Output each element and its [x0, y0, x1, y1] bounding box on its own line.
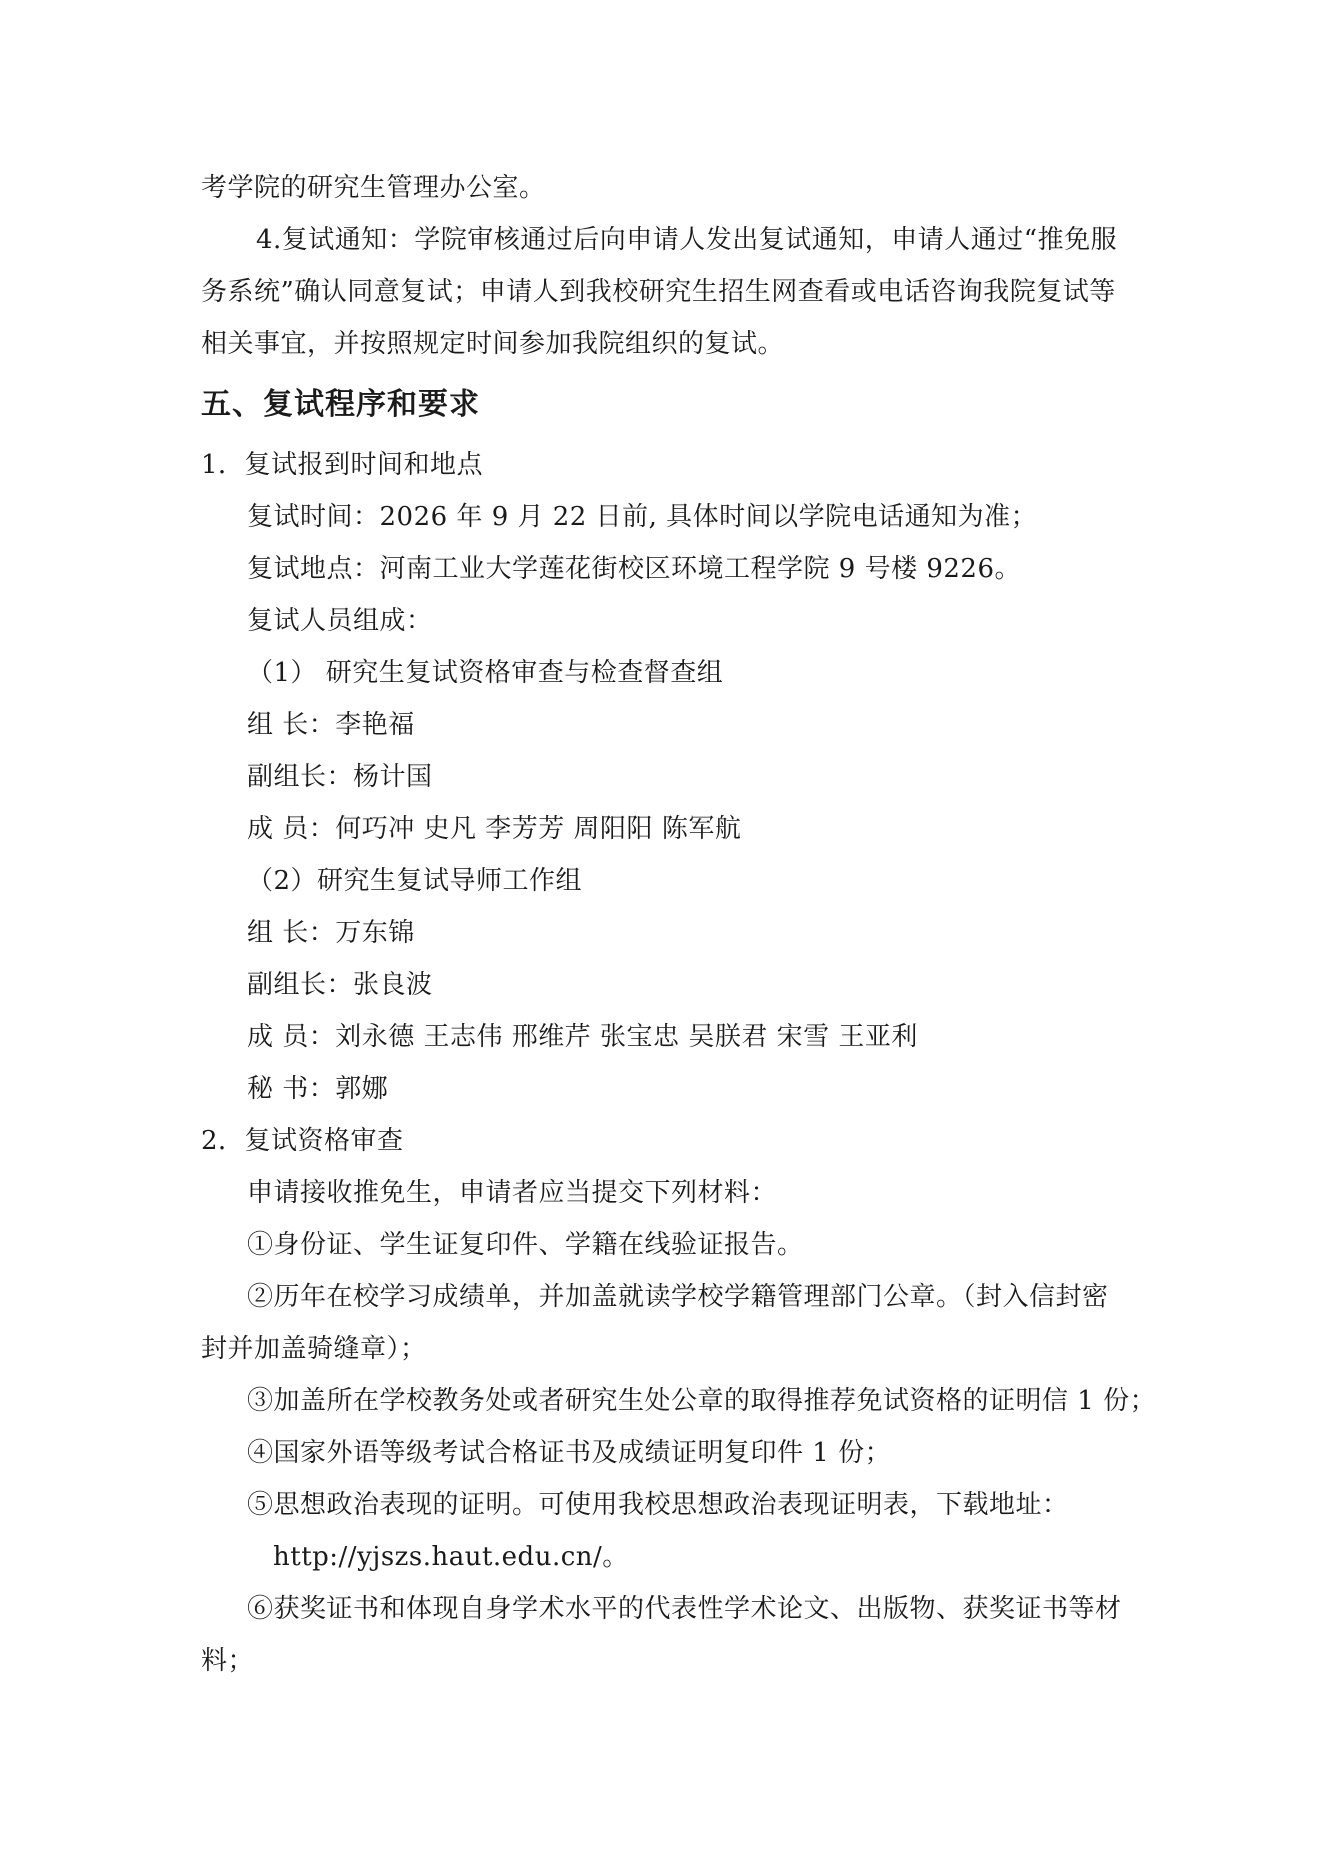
material-4: ④国家外语等级考试合格证书及成绩证明复印件 1 份； — [247, 1438, 892, 1468]
notice-paragraph-line-3: 相关事宜，并按照规定时间参加我院组织的复试。 — [201, 329, 785, 359]
staff-intro: 复试人员组成： — [247, 606, 433, 636]
group-1-members: 成 员：何巧冲 史凡 李芳芳 周阳阳 陈军航 — [247, 814, 742, 844]
retest-time: 复试时间：2026 年 9 月 22 日前, 具体时间以学院电话通知为准； — [247, 502, 1038, 532]
group-2-title: （2）研究生复试导师工作组 — [247, 866, 583, 896]
group-2-leader: 组 长：万东锦 — [247, 918, 415, 948]
section-heading: 五、复试程序和要求 — [201, 387, 480, 422]
item-2-title: 2．复试资格审查 — [201, 1126, 404, 1156]
material-6-line-1: ⑥获奖证书和体现自身学术水平的代表性学术论文、出版物、获奖证书等材 — [247, 1594, 1122, 1624]
material-5: ⑤思想政治表现的证明。可使用我校思想政治表现证明表，下载地址： — [247, 1490, 1069, 1520]
material-1: ①身份证、学生证复印件、学籍在线验证报告。 — [247, 1230, 804, 1260]
material-2-line-2: 封并加盖骑缝章）； — [201, 1334, 427, 1364]
group-2-secretary: 秘 书：郭娜 — [247, 1074, 389, 1104]
material-6-line-2: 料； — [201, 1646, 255, 1676]
retest-place: 复试地点：河南工业大学莲花街校区环境工程学院 9 号楼 9226。 — [247, 554, 1022, 584]
notice-paragraph-line-1: 4.复试通知：学院审核通过后向申请人发出复试通知，申请人通过“推免服 — [256, 225, 1118, 255]
group-2-deputy: 副组长：张良波 — [247, 970, 433, 1000]
material-2-line-1: ②历年在校学习成绩单，并加盖就读学校学籍管理部门公章。（封入信封密 — [247, 1282, 1109, 1312]
download-url: http://yjszs.haut.edu.cn/。 — [273, 1542, 629, 1572]
group-1-deputy: 副组长：杨计国 — [247, 762, 433, 792]
item-1-title: 1．复试报到时间和地点 — [201, 450, 484, 480]
material-3: ③加盖所在学校教务处或者研究生处公章的取得推荐免试资格的证明信 1 份； — [247, 1386, 1157, 1416]
group-2-members: 成 员：刘永德 王志伟 邢维芹 张宝忠 吴朕君 宋雪 王亚利 — [247, 1022, 918, 1052]
paragraph-continuation: 考学院的研究生管理办公室。 — [201, 173, 546, 203]
notice-paragraph-line-2: 务系统”确认同意复试；申请人到我校研究生招生网查看或电话咨询我院复试等 — [201, 277, 1116, 307]
materials-intro: 申请接收推免生，申请者应当提交下列材料： — [247, 1178, 778, 1208]
group-1-leader: 组 长：李艳福 — [247, 710, 415, 740]
group-1-title: （1） 研究生复试资格审查与检查督查组 — [247, 658, 724, 688]
